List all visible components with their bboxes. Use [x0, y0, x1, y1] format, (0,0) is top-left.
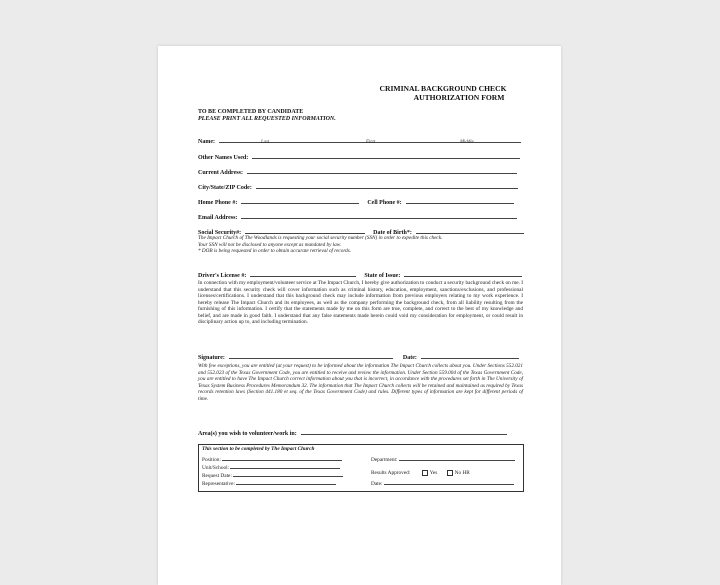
ssn-label: Social Security#: — [198, 230, 242, 236]
form-title-line2: AUTHORIZATION FORM — [413, 93, 505, 102]
home-phone-field[interactable] — [241, 197, 359, 204]
drivers-license-field[interactable] — [250, 270, 356, 277]
date-label: Date: — [402, 355, 417, 361]
signature-row — [198, 346, 519, 364]
representative-row — [202, 478, 336, 487]
privacy-paragraph: With few exceptions, you are entitled (at your request) to be informed about the information The Impact Church collects about you. Under Sections 552.021 and 552.023 of the Texas Government Code, you are entitled to receive and review the information. Under Section 559.004 of the Texas Government Code, you are entitled to have The Impact Church correct information about you that is incorrect, in accordance with the procedures set forth in The University of Texas System Business Procedures Memorandum 32. The information that The Impact Church collects will be retained and maintained as required by Texas records retention laws (Section 441.180 et seq. of the Texas Government Code) and rules. Different types of information are kept for different periods of time. — [198, 363, 523, 402]
city-state-zip-field[interactable] — [256, 182, 518, 189]
rep-date-field[interactable] — [384, 478, 514, 485]
department-label: Department: — [371, 457, 398, 463]
print-instruction: PLEASE PRINT ALL REQUESTED INFORMATION. — [198, 116, 336, 122]
ssn-note-line3: * DOB is being requested in order to obtain accurate retrieval of records. — [198, 248, 352, 255]
yes-label: Yes — [429, 470, 438, 477]
state-of-issue-label: State of Issue: — [364, 273, 401, 279]
position-label: Position: — [202, 457, 221, 463]
dob-label: Date of Birth*: — [373, 230, 412, 236]
yes-checkbox[interactable] — [422, 470, 428, 476]
ssn-note — [198, 235, 523, 255]
area-label: Area(s) you wish to volunteer/work in: — [198, 431, 297, 437]
representative-label: Representative: — [202, 481, 235, 487]
email-field[interactable] — [241, 212, 517, 219]
representative-field[interactable] — [236, 478, 336, 485]
other-names-field[interactable] — [252, 152, 520, 159]
ssn-note-line1: The Impact Church of The Woodlands is requesting your social security number (SSN) in order to expedite this check. — [198, 235, 443, 241]
unit-school-field[interactable] — [230, 462, 340, 469]
results-approved-label: Results Approved: — [371, 470, 411, 477]
office-box-heading: This section to be completed by The Impact Church — [202, 446, 315, 452]
ssn-note-line2: Your SSN will not be disclosed to anyone except as mandated by law. — [198, 241, 342, 248]
area-row — [198, 422, 507, 440]
area-field[interactable] — [301, 428, 507, 435]
position-field[interactable] — [222, 454, 342, 461]
other-names-label: Other Names Used: — [198, 155, 249, 161]
state-of-issue-field[interactable] — [404, 270, 522, 277]
rep-date-label: Date: — [371, 481, 383, 487]
yes-option[interactable] — [422, 470, 438, 476]
signature-field[interactable] — [229, 352, 393, 359]
name-sub-last: Last — [261, 140, 270, 145]
office-use-box — [198, 444, 524, 492]
signature-label: Signature: — [198, 355, 225, 361]
no-hr-option[interactable] — [447, 470, 470, 476]
authorization-paragraph: In connection with my employment/volunteer service at The Impact Church, I hereby give authorization to conduct a security background check on me. I understand that this security check will cover information such as criminal history, education, employment, sanctions/exclusions, and professional licenses/certifications. I understand that this background check may include information from previous employers relating to my work experience. I hereby release The Impact Church and its employees, as well as the company performing the background check, from all liability resulting from the furnishing of this information. I certify that the statements made by me on this form are true, complete, and correct to the best of my knowledge and belief, and are made in good faith. I understand that any false statements made herein could void my consideration for employment, or could result in disciplinary action up to, and including termination. — [198, 280, 523, 325]
home-phone-label: Home Phone #: — [198, 200, 238, 206]
no-hr-checkbox[interactable] — [447, 470, 453, 476]
request-date-field[interactable] — [233, 470, 343, 477]
cell-phone-label: Cell Phone #: — [367, 200, 402, 206]
department-field[interactable] — [399, 454, 515, 461]
city-state-zip-label: City/State/ZIP Code: — [198, 185, 252, 191]
name-label: Name: — [198, 139, 215, 145]
no-hr-label: No HR — [454, 470, 470, 477]
ssn-field[interactable] — [245, 227, 365, 234]
unit-school-label: Unit/School: — [202, 465, 230, 471]
dob-field[interactable] — [416, 227, 524, 234]
name-sub-first: First — [366, 140, 376, 145]
rep-date-row — [371, 478, 514, 487]
form-page — [158, 46, 561, 585]
current-address-field[interactable] — [247, 167, 517, 174]
date-field[interactable] — [421, 352, 519, 359]
name-sub-middle: Middle — [460, 140, 474, 145]
email-label: Email Address: — [198, 215, 238, 221]
results-approved-row — [371, 470, 470, 476]
cell-phone-field[interactable] — [406, 197, 514, 204]
department-row — [371, 454, 515, 463]
current-address-label: Current Address: — [198, 170, 243, 176]
drivers-license-label: Driver's License #: — [198, 273, 247, 279]
candidate-header: TO BE COMPLETED BY CANDIDATE — [198, 109, 304, 115]
request-date-label: Request Date: — [202, 473, 232, 479]
form-title-line1: CRIMINAL BACKGROUND CHECK — [379, 84, 507, 93]
